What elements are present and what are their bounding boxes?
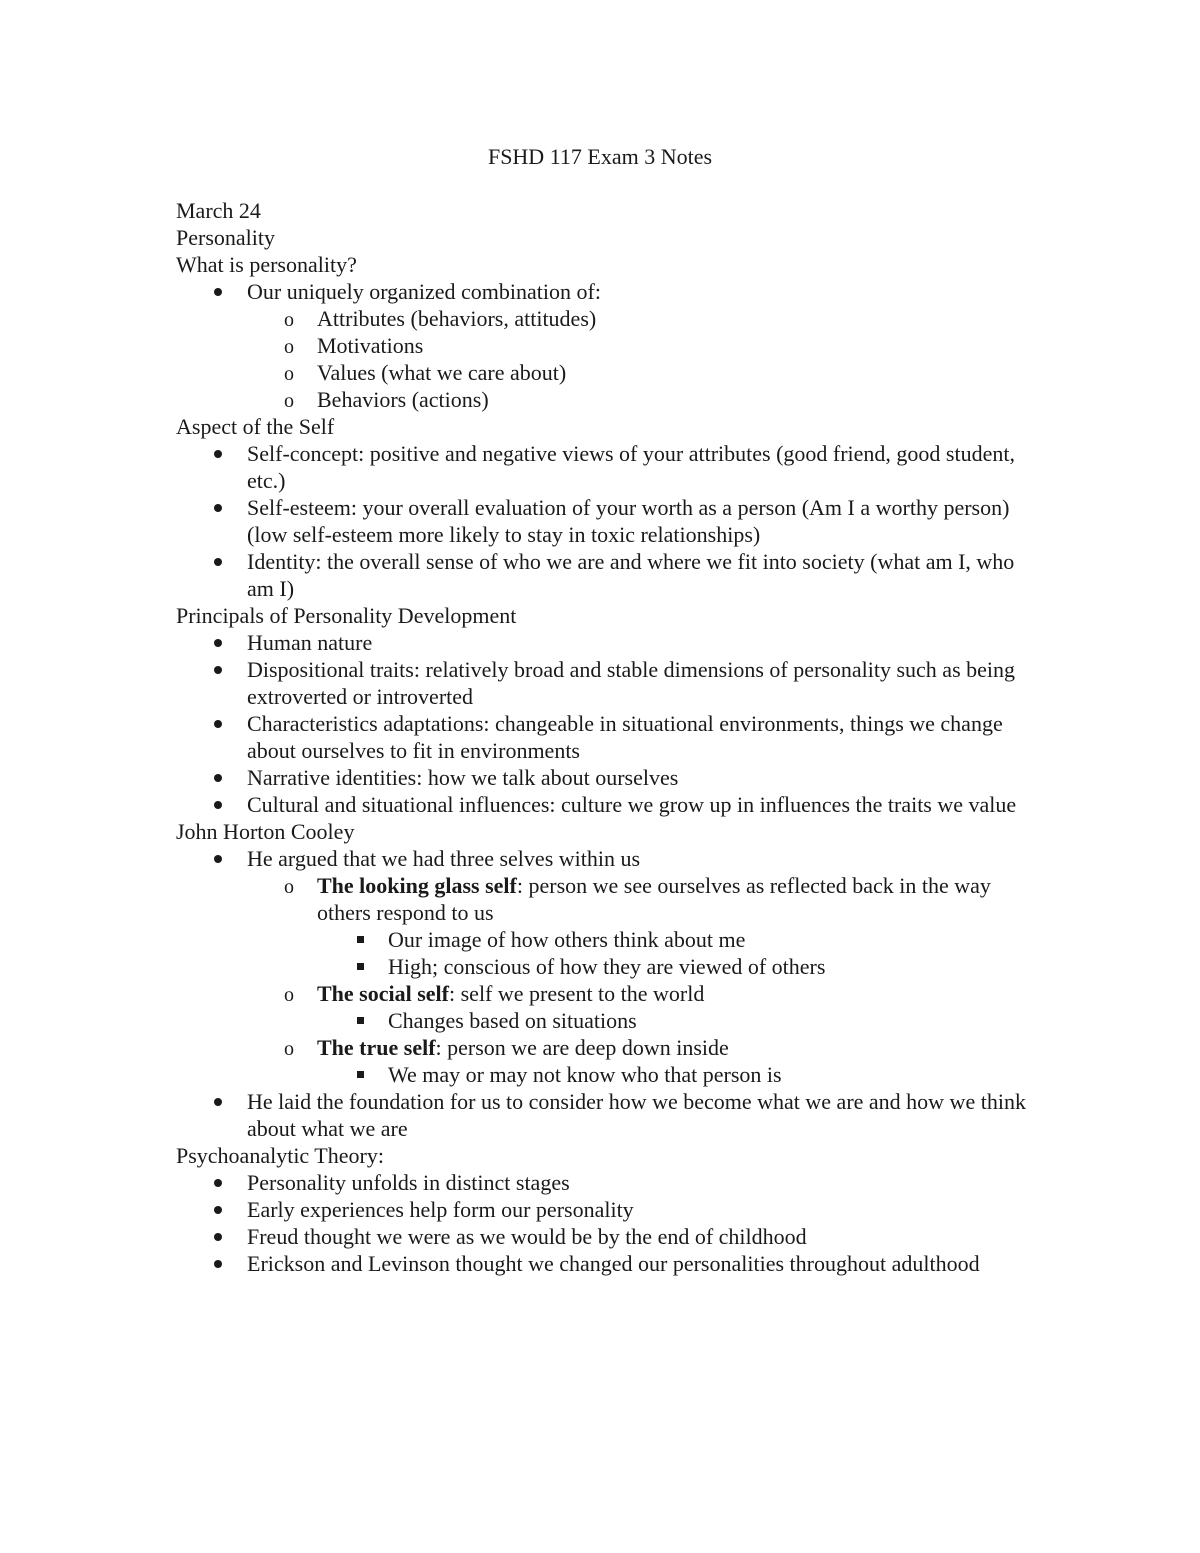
section-heading: Psychoanalytic Theory: bbox=[176, 1143, 384, 1168]
bullet-item: Dispositional traits: relatively broad and stable dimensions of personality such as being extroverted or introverted bbox=[176, 656, 1036, 710]
sub-bullet-item: o The true self: person we are deep down inside bbox=[176, 1034, 1036, 1061]
section-heading: What is personality? bbox=[176, 252, 357, 277]
bullet-item: Identity: the overall sense of who we are and where we fit into society (what am I, who am I) bbox=[176, 548, 1036, 602]
bullet-dot-icon bbox=[208, 791, 228, 818]
bullet-dot-icon bbox=[208, 494, 228, 521]
bullet-dot-icon bbox=[208, 1196, 228, 1223]
sub-sub-bullet-item: Our image of how others think about me bbox=[176, 926, 1036, 953]
sub-bullet-item: o Attributes (behaviors, attitudes) bbox=[176, 305, 1036, 332]
bullet-item: Personality unfolds in distinct stages bbox=[176, 1169, 1036, 1196]
bullet-dot-icon bbox=[208, 656, 228, 683]
bullet-dot-icon bbox=[208, 548, 228, 575]
section-heading: John Horton Cooley bbox=[176, 819, 355, 844]
term-bold: The true self bbox=[317, 1035, 436, 1060]
term-bold: The social self bbox=[317, 981, 449, 1006]
bullet-dot-icon bbox=[208, 710, 228, 737]
circle-bullet-icon: o bbox=[284, 363, 294, 385]
circle-bullet-icon: o bbox=[284, 336, 294, 358]
square-bullet-icon bbox=[350, 1007, 370, 1034]
bullet-dot-icon bbox=[208, 629, 228, 656]
circle-bullet-icon: o bbox=[284, 876, 294, 898]
sub-bullet-item: o Values (what we care about) bbox=[176, 359, 1036, 386]
bullet-item: He laid the foundation for us to consider how we become what we are and how we think about what we are bbox=[176, 1088, 1036, 1142]
bullet-dot-icon bbox=[208, 1169, 228, 1196]
section-heading: Principals of Personality Development bbox=[176, 603, 517, 628]
bullet-dot-icon bbox=[208, 1223, 228, 1250]
bullet-item: Cultural and situational influences: culture we grow up in influences the traits we value bbox=[176, 791, 1036, 818]
square-bullet-icon bbox=[350, 953, 370, 980]
sub-sub-bullet-item: Changes based on situations bbox=[176, 1007, 1036, 1034]
bullet-item: Freud thought we were as we would be by the end of childhood bbox=[176, 1223, 1036, 1250]
sub-bullet-item: o The looking glass self: person we see ourselves as reflected back in the way others respond to us bbox=[176, 872, 1036, 926]
bullet-item: Early experiences help form our personality bbox=[176, 1196, 1036, 1223]
section-heading: Aspect of the Self bbox=[176, 414, 335, 439]
bullet-dot-icon bbox=[208, 764, 228, 791]
bullet-item: Self-concept: positive and negative views of your attributes (good friend, good student, etc.) bbox=[176, 440, 1036, 494]
circle-bullet-icon: o bbox=[284, 984, 294, 1006]
bullet-item: Erickson and Levinson thought we changed our personalities throughout adulthood bbox=[176, 1250, 1036, 1277]
sub-bullet-item: o The social self: self we present to the world bbox=[176, 980, 1036, 1007]
document-title: FSHD 117 Exam 3 Notes bbox=[487, 144, 713, 169]
bullet-item: Characteristics adaptations: changeable in situational environments, things we change about ourselves to fit in environments bbox=[176, 710, 1036, 764]
bullet-dot-icon bbox=[208, 440, 228, 467]
document-body bbox=[176, 197, 1036, 1277]
bullet-item: Our uniquely organized combination of: bbox=[176, 278, 1036, 305]
bullet-dot-icon bbox=[208, 845, 228, 872]
sub-bullet-item: o Motivations bbox=[176, 332, 1036, 359]
circle-bullet-icon: o bbox=[284, 309, 294, 331]
bullet-item: He argued that we had three selves within us bbox=[176, 845, 1036, 872]
square-bullet-icon bbox=[350, 1061, 370, 1088]
topic-heading: Personality bbox=[176, 225, 275, 250]
term-bold: The looking glass self bbox=[317, 873, 517, 898]
bullet-dot-icon bbox=[208, 1250, 228, 1277]
square-bullet-icon bbox=[350, 926, 370, 953]
sub-sub-bullet-item: High; conscious of how they are viewed of others bbox=[176, 953, 1036, 980]
circle-bullet-icon: o bbox=[284, 1038, 294, 1060]
date-line: March 24 bbox=[176, 198, 261, 223]
circle-bullet-icon: o bbox=[284, 390, 294, 412]
bullet-item: Human nature bbox=[176, 629, 1036, 656]
sub-sub-bullet-item: We may or may not know who that person is bbox=[176, 1061, 1036, 1088]
bullet-item: Self-esteem: your overall evaluation of your worth as a person (Am I a worthy person) (low self-esteem more likely to stay in toxic relationships) bbox=[176, 494, 1036, 548]
bullet-dot-icon bbox=[208, 278, 228, 305]
bullet-dot-icon bbox=[208, 1088, 228, 1115]
sub-bullet-item: o Behaviors (actions) bbox=[176, 386, 1036, 413]
bullet-item: Narrative identities: how we talk about ourselves bbox=[176, 764, 1036, 791]
